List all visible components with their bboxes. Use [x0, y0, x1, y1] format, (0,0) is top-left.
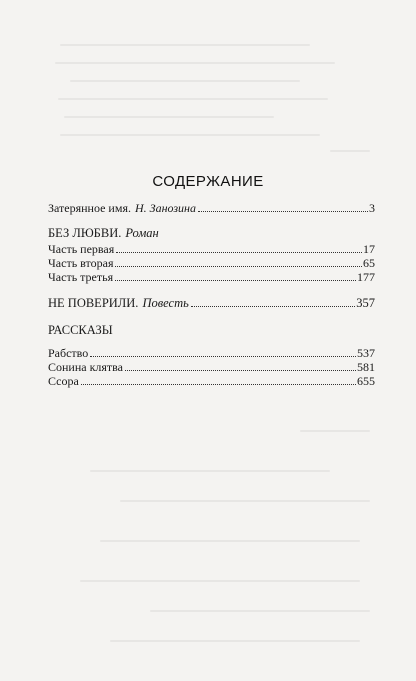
toc-entry-part-1[interactable]	[48, 242, 375, 256]
dot-leader	[115, 266, 362, 267]
toc-entry-page: 17	[363, 242, 375, 256]
toc-entry-intro[interactable]	[48, 201, 375, 215]
toc-entry-title: Ссора	[48, 374, 79, 388]
section-genre: Роман	[125, 226, 159, 240]
dot-leader	[116, 252, 362, 253]
toc-entry-part-2[interactable]	[48, 256, 375, 270]
dot-leader	[198, 211, 368, 212]
contents-heading: СОДЕРЖАНИЕ	[152, 173, 264, 190]
toc-entry-title: Сонина клятва	[48, 360, 124, 374]
dot-leader	[125, 370, 356, 371]
section-heading-novel	[48, 226, 159, 240]
toc-entry-story-2[interactable]	[48, 360, 375, 374]
toc-entry-title: Рабство	[48, 346, 89, 360]
toc-entry-title: Часть третья	[48, 270, 114, 284]
dot-leader	[81, 384, 356, 385]
toc-entry-page: 537	[357, 346, 375, 360]
dot-leader	[90, 356, 356, 357]
section-title: РАССКАЗЫ	[48, 323, 113, 337]
toc-entry-genre: Повесть	[142, 296, 189, 310]
toc-entry-title: Затерянное имя.	[48, 201, 131, 215]
section-title: БЕЗ ЛЮБВИ.	[48, 226, 122, 240]
toc-entry-title: Часть первая	[48, 242, 115, 256]
toc-entry-page: 581	[357, 360, 375, 374]
toc-entry-page: 357	[356, 296, 375, 310]
toc-entry-story-3[interactable]	[48, 374, 375, 388]
toc-entry-novella[interactable]	[48, 296, 375, 310]
toc-entry-page: 177	[357, 270, 375, 284]
toc-entry-part-3[interactable]	[48, 270, 375, 284]
toc-entry-page: 3	[369, 201, 375, 215]
toc-entry-page: 655	[357, 374, 375, 388]
toc-entry-title: НЕ ПОВЕРИЛИ.	[48, 296, 139, 310]
toc-entry-title: Часть вторая	[48, 256, 114, 270]
toc-entry-page: 65	[363, 256, 375, 270]
toc-entry-author: Н. Занозина	[134, 201, 197, 215]
toc-entry-story-1[interactable]	[48, 346, 375, 360]
section-heading-stories	[48, 323, 113, 337]
dot-leader	[115, 280, 356, 281]
dot-leader	[191, 306, 355, 307]
